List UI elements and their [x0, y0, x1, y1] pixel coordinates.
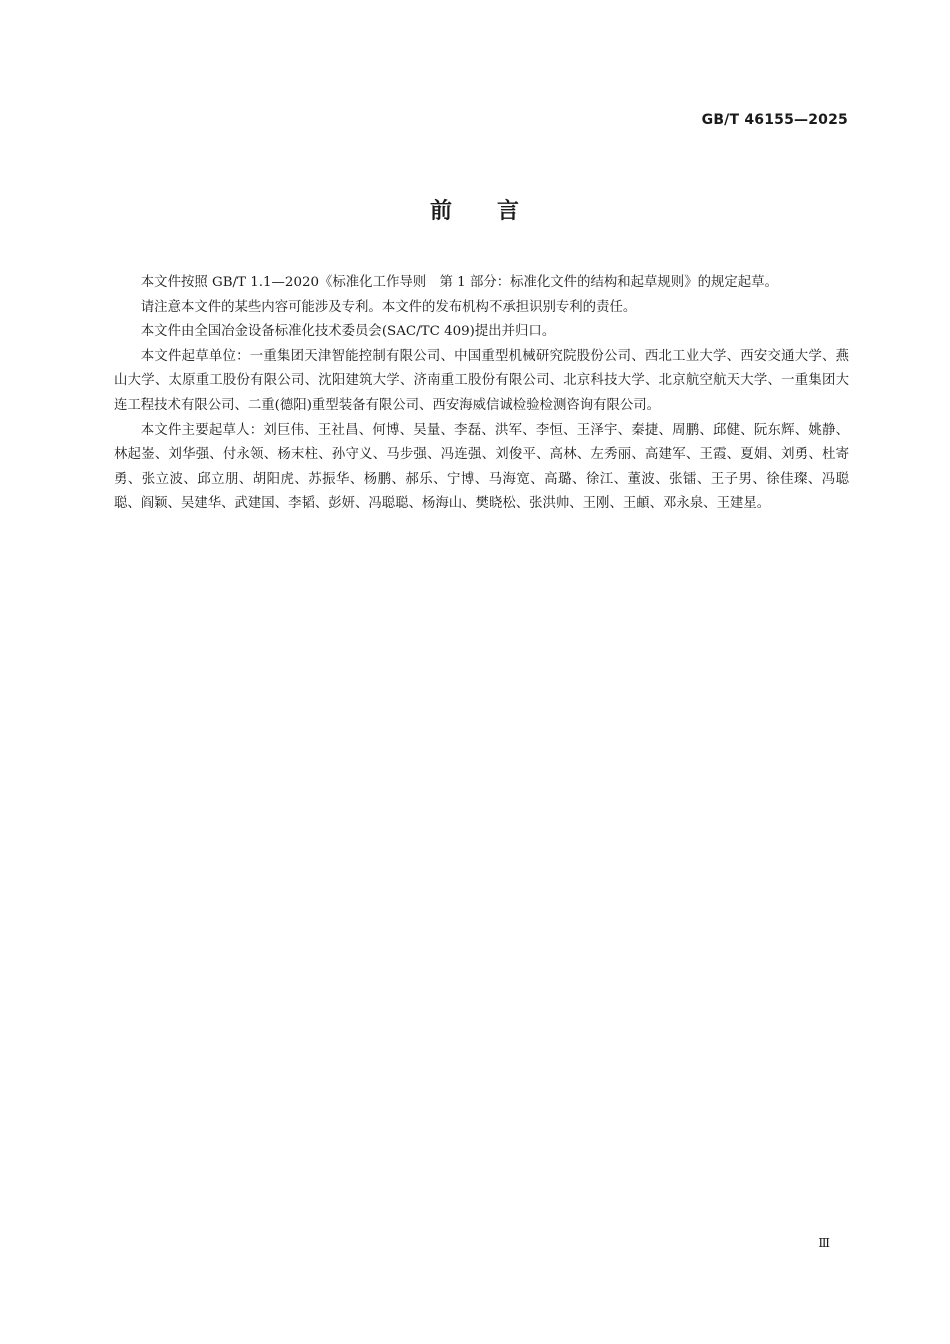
title-char-2: 言 [497, 199, 521, 224]
title-char-1: 前 [429, 199, 453, 224]
paragraph-drafting-organizations: 本文件起草单位：一重集团天津智能控制有限公司、中国重型机械研究院股份公司、西北工业大学、西安交通大学、燕山大学、太原重工股份有限公司、沈阳建筑大学、济南重工股份有限公司、北京科技大学、北京航空航天大学、一重集团大连工程技术有限公司、二重(德阳)重型装备有限公司、西安海威信诚检验检测咨询有限公司。 [114, 348, 849, 413]
paragraph-drafting-rules: 本文件按照 GB/T 1.1—2020《标准化工作导则 第 1 部分：标准化文件的结构和起草规则》的规定起草。 [140, 275, 778, 290]
foreword-body [114, 271, 849, 517]
paragraph-patent-notice: 请注意本文件的某些内容可能涉及专利。本文件的发布机构不承担识别专利的责任。 [140, 299, 637, 315]
page-title [0, 194, 950, 225]
paragraph-main-drafters: 本文件主要起草人：刘巨伟、王社昌、何博、吴量、李磊、洪军、李恒、王泽宇、秦捷、周鹏、邱健、阮东辉、姚静、林起崟、刘华强、付永领、杨末柱、孙守义、马步强、冯连强、刘俊平、高林、左秀丽、高建军、王霞、夏娟、刘勇、杜寄勇、张立波、邱立朋、胡阳虎、苏振华、杨鹏、郝乐、宁博、马海宽、高璐、徐江、董波、张镭、王子男、徐佳璨、冯聪聪、阎颖、吴建华、武建国、李韬、彭妍、冯聪聪、杨海山、樊晓松、张洪帅、王刚、王頔、邓永泉、王建星。 [114, 422, 849, 512]
page-number: Ⅲ [818, 1236, 830, 1250]
paragraph-proposing-committee: 本文件由全国冶金设备标准化技术委员会(SAC/TC 409)提出并归口。 [140, 324, 556, 340]
standard-number: GB/T 46155—2025 [701, 112, 848, 128]
